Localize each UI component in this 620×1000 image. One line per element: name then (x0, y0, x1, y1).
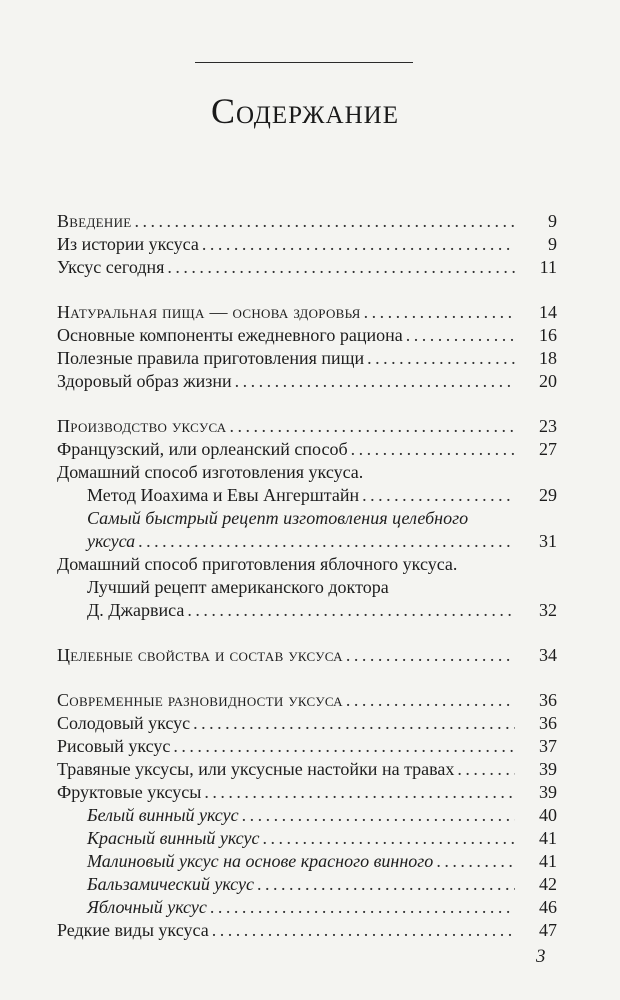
leader-dots (362, 484, 515, 507)
toc-label: Яблочный уксус (87, 897, 207, 917)
toc-subitem-line1[interactable] (57, 507, 557, 530)
toc-item[interactable] (57, 553, 557, 576)
toc-label: Редкие виды уксуса (57, 920, 209, 940)
toc-page-number: 36 (539, 690, 557, 710)
toc-label: Домашний способ приготовления яблочного уксуса. (57, 554, 458, 574)
toc-label: Современные разновидности уксуса (57, 690, 343, 710)
leader-dots (212, 919, 515, 942)
page-title: Содержание (210, 91, 399, 131)
toc-label: Французский, или орлеанский способ (57, 439, 348, 459)
toc-label: Уксус сегодня (57, 257, 165, 277)
toc-page-number: 9 (548, 211, 557, 231)
table-of-contents (57, 210, 557, 942)
toc-page-number: 41 (539, 828, 557, 848)
leader-dots (135, 210, 515, 233)
toc-item[interactable] (57, 461, 557, 484)
toc-label: Солодовый уксус (57, 713, 191, 733)
toc-label: Здоровый образ жизни (57, 371, 232, 391)
toc-subitem[interactable] (57, 896, 557, 919)
leader-dots (406, 324, 515, 347)
leader-dots (364, 301, 515, 324)
toc-label: Белый винный уксус (87, 805, 239, 825)
leader-dots (173, 735, 515, 758)
toc-subitem[interactable] (57, 804, 557, 827)
toc-label: Натуральная пища — основа здоровья (57, 302, 361, 322)
toc-item[interactable] (57, 324, 557, 347)
toc-page-number: 47 (539, 920, 557, 940)
toc-subitem[interactable] (57, 827, 557, 850)
leader-dots (202, 233, 515, 256)
toc-page-number: 32 (539, 600, 557, 620)
toc-item[interactable] (57, 758, 557, 781)
leader-dots (235, 370, 515, 393)
toc-page-number: 36 (539, 713, 557, 733)
toc-label: Малиновый уксус на основе красного винного (87, 851, 434, 871)
toc-page-number: 11 (539, 257, 557, 277)
toc-label: Из истории уксуса (57, 234, 199, 254)
toc-page-number: 20 (539, 371, 557, 391)
leader-dots (167, 256, 515, 279)
toc-label: Целебные свойства и состав уксуса (57, 645, 343, 665)
toc-page-number: 46 (539, 897, 557, 917)
toc-item[interactable] (57, 735, 557, 758)
leader-dots (193, 712, 515, 735)
section-gap (57, 622, 557, 644)
toc-item[interactable] (57, 233, 557, 256)
toc-heading-varieties[interactable] (57, 689, 557, 712)
leader-dots (436, 850, 515, 873)
toc-page-number: 23 (539, 416, 557, 436)
toc-subitem[interactable] (57, 873, 557, 896)
leader-dots (346, 644, 515, 667)
section-gap (57, 667, 557, 689)
section-gap (57, 279, 557, 301)
toc-page-number: 27 (539, 439, 557, 459)
leader-dots (257, 873, 515, 896)
toc-page-number: 41 (539, 851, 557, 871)
toc-page-number: 18 (539, 348, 557, 368)
toc-label: Фруктовые уксусы (57, 782, 202, 802)
leader-dots (351, 438, 515, 461)
leader-dots (138, 530, 515, 553)
toc-page-number: 39 (539, 759, 557, 779)
toc-label: Полезные правила приготовления пищи (57, 348, 365, 368)
toc-page-number: 40 (539, 805, 557, 825)
toc-label: Рисовый уксус (57, 736, 171, 756)
leader-dots (230, 415, 516, 438)
toc-item[interactable] (57, 712, 557, 735)
toc-heading-intro[interactable] (57, 210, 557, 233)
toc-label: Метод Иоахима и Евы Ангерштайн (87, 485, 360, 505)
toc-label: Д. Джарвиса (87, 600, 185, 620)
toc-label: Бальзамический уксус (87, 874, 254, 894)
leader-dots (187, 599, 515, 622)
toc-label: Самый быстрый рецепт изготовления целебного (87, 508, 469, 528)
toc-label: уксуса (87, 531, 136, 551)
toc-heading-natural-food[interactable] (57, 301, 557, 324)
toc-item[interactable] (57, 370, 557, 393)
toc-subitem-line1[interactable] (57, 576, 557, 599)
toc-page-number: 31 (539, 531, 557, 551)
leader-dots (204, 781, 515, 804)
leader-dots (457, 758, 515, 781)
toc-page-number: 16 (539, 325, 557, 345)
toc-item[interactable] (57, 781, 557, 804)
toc-page-number: 14 (539, 302, 557, 322)
toc-label: Введение (57, 211, 132, 231)
toc-page-number: 37 (539, 736, 557, 756)
toc-label: Травяные уксусы, или уксусные настойки на травах (57, 759, 455, 779)
toc-label: Домашний способ изготовления уксуса. (57, 462, 364, 482)
toc-page-number: 9 (548, 234, 557, 254)
toc-item[interactable] (57, 438, 557, 461)
leader-dots (346, 689, 515, 712)
leader-dots (367, 347, 515, 370)
toc-item[interactable] (57, 347, 557, 370)
toc-page-number: 39 (539, 782, 557, 802)
toc-subitem-line2[interactable] (57, 599, 557, 622)
toc-subitem-line2[interactable] (57, 530, 557, 553)
toc-item[interactable] (57, 919, 557, 942)
toc-page-number: 29 (539, 485, 557, 505)
leader-dots (210, 896, 515, 919)
toc-heading-healing[interactable] (57, 644, 557, 667)
section-gap (57, 393, 557, 415)
toc-page-number: 34 (539, 645, 557, 665)
toc-subitem[interactable] (57, 850, 557, 873)
toc-heading-production[interactable] (57, 415, 557, 438)
top-rule (195, 62, 413, 63)
toc-label: Основные компоненты ежедневного рациона (57, 325, 403, 345)
toc-label: Красный винный уксус (87, 828, 260, 848)
leader-dots (242, 804, 515, 827)
toc-label: Производство уксуса (57, 416, 227, 436)
toc-subitem[interactable] (57, 484, 557, 507)
toc-item[interactable] (57, 256, 557, 279)
toc-label: Лучший рецепт американского доктора (87, 577, 389, 597)
toc-page-number: 42 (539, 874, 557, 894)
page-number: 3 (536, 946, 546, 967)
leader-dots (263, 827, 516, 850)
